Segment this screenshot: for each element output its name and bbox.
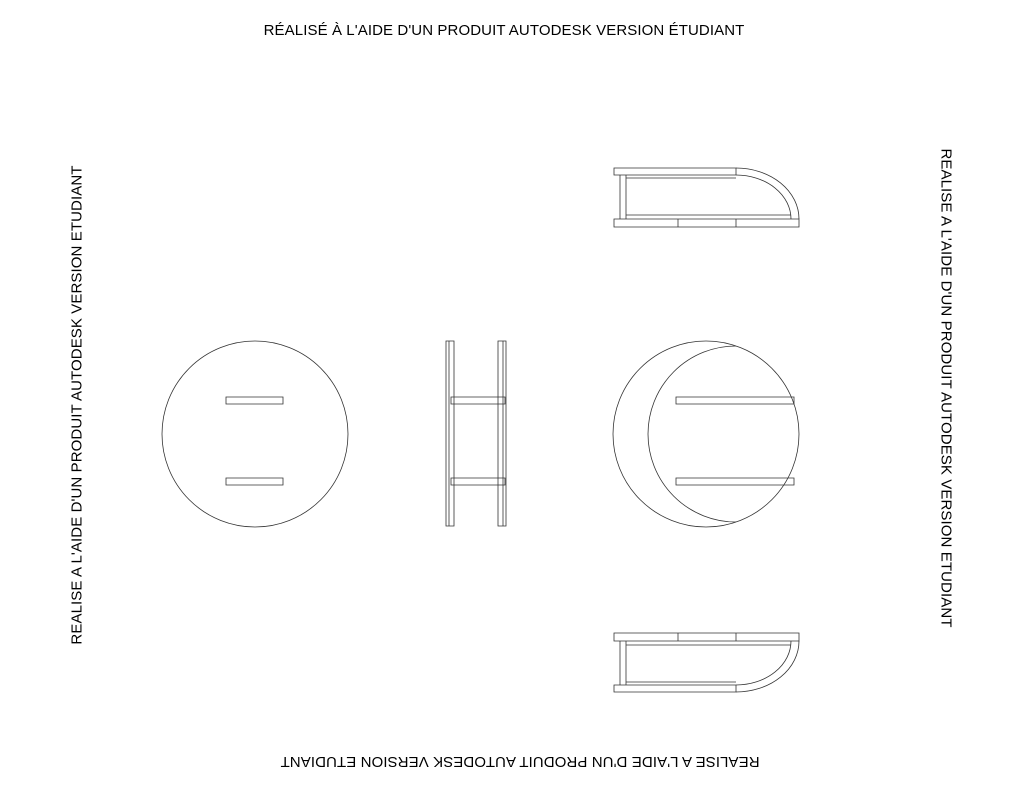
view-front-circle — [162, 341, 348, 527]
watermark-top: RÉALISÉ À L'AIDE D'UN PRODUIT AUTODESK VERSION ÉTUDIANT — [263, 22, 745, 39]
side-plate-left — [446, 341, 454, 526]
side-plate-right — [498, 341, 506, 526]
front-slot-lower — [226, 478, 283, 485]
front-circle-outline — [162, 341, 348, 527]
view-back-circle — [613, 341, 799, 527]
watermark-bottom: REALISE A L'AIDE D'UN PRODUIT AUTODESK VERSION ETUDIANT — [280, 753, 760, 770]
watermark-left: REALISE A L'AIDE D'UN PRODUIT AUTODESK VERSION ETUDIANT — [68, 165, 86, 645]
view-top-plan — [614, 168, 799, 227]
back-shelf-lower — [676, 478, 794, 485]
view-side — [446, 341, 506, 526]
back-circle-outline — [613, 341, 799, 527]
top-plan-back-board — [614, 168, 736, 175]
view-bottom-plan — [614, 633, 799, 692]
side-shelf-lower — [451, 478, 505, 485]
watermark-right: REALISE A L'AIDE D'UN PRODUIT AUTODESK VERSION ETUDIANT — [937, 148, 955, 628]
bottom-plan-back-board — [614, 685, 736, 692]
back-shelf-upper — [676, 397, 794, 404]
side-shelf-upper — [451, 397, 505, 404]
bottom-plan-front-board — [614, 633, 799, 641]
front-slot-upper — [226, 397, 283, 404]
back-crescent-arc — [648, 346, 736, 522]
bottom-plan-curve-inner — [736, 641, 791, 685]
top-plan-front-board — [614, 219, 799, 227]
top-plan-curve-inner — [736, 175, 791, 219]
